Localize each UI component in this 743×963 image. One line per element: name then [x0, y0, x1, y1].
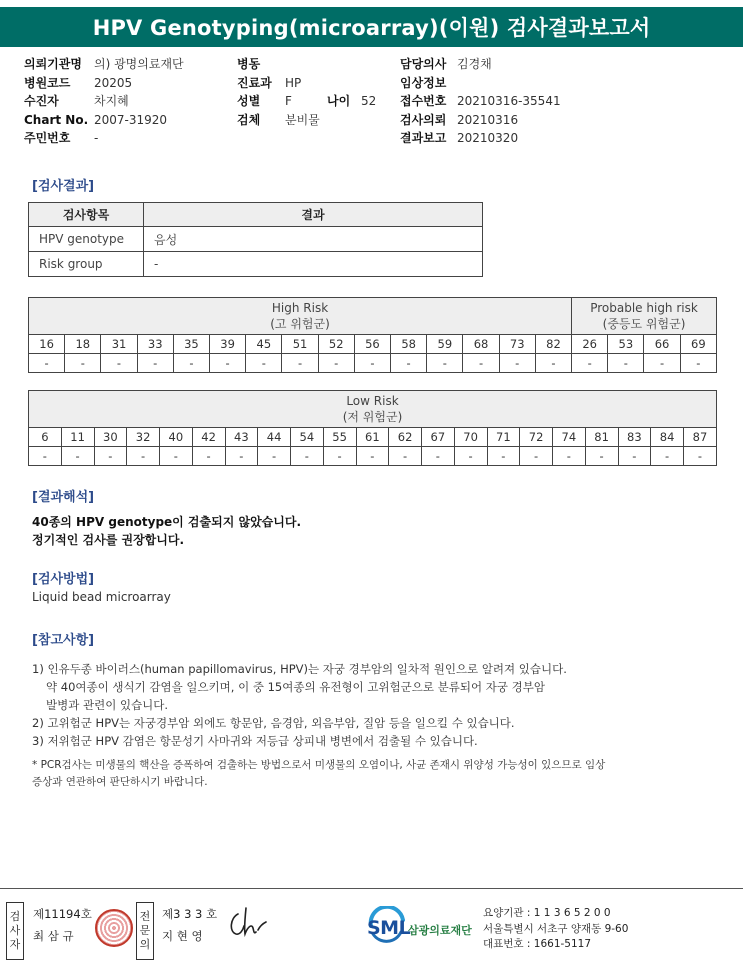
genotype-number: 66: [644, 335, 680, 354]
org-contact: [483, 906, 628, 953]
genotype-number: 53: [608, 335, 644, 354]
info-value: 2007-31920: [94, 112, 168, 127]
genotype-row: [29, 335, 717, 354]
genotype-number: 84: [651, 428, 684, 447]
genotype-result: -: [684, 447, 717, 466]
info-value: 의) 광명의료재단: [94, 57, 184, 71]
info-row: [24, 92, 184, 111]
genotype-number: 83: [618, 428, 651, 447]
section-title-results: [검사결과]: [32, 179, 95, 194]
probable-high-risk-header: [572, 298, 717, 335]
genotype-number: 61: [356, 428, 389, 447]
info-label: 진료과: [237, 75, 272, 90]
test-item: HPV genotype: [29, 227, 144, 252]
info-value: 20205: [94, 75, 133, 90]
patient-info-col3: [400, 55, 561, 148]
genotype-number: 81: [585, 428, 618, 447]
probable-high-risk-subtitle: (중등도 위험군): [602, 317, 686, 331]
genotype-result: -: [391, 354, 427, 373]
genotype-number: 58: [391, 335, 427, 354]
info-label: 결과보고: [400, 131, 447, 145]
genotype-result: -: [225, 447, 258, 466]
info-row: [237, 74, 376, 93]
high-risk-title: High Risk: [271, 301, 329, 315]
notes-list: [32, 660, 722, 750]
low-risk-title: Low Risk: [346, 394, 399, 408]
examiner-info: [33, 903, 92, 947]
genotype-number: 32: [127, 428, 160, 447]
info-label: 검사의뢰: [400, 112, 447, 127]
footnote-line: 증상과 연관하여 판단하시기 바랍니다.: [32, 776, 208, 788]
column-header: 결과: [144, 203, 483, 227]
genotype-number: 73: [499, 335, 535, 354]
note-item: 약 40여종이 생식기 감염을 일으키며, 이 중 15여종의 유전형이 고위험군으로 분류되어 자궁 경부암: [46, 680, 545, 694]
genotype-result: -: [553, 447, 586, 466]
info-row: [237, 111, 376, 130]
examiner-name: 최 삼 규: [33, 929, 74, 943]
info-value: 차지혜: [94, 94, 129, 108]
table-row: [29, 227, 483, 252]
genotype-row: [29, 428, 717, 447]
genotype-result: -: [454, 447, 487, 466]
org-phone: 대표번호 : 1661-5117: [483, 938, 592, 950]
genotype-number: 26: [572, 335, 608, 354]
info-label: 병원코드: [24, 75, 71, 90]
low-risk-subtitle: (저 위험군): [342, 410, 403, 424]
genotype-number: 87: [684, 428, 717, 447]
genotype-number: 18: [65, 335, 101, 354]
section-title-interpretation: [결과해석]: [32, 490, 95, 505]
genotype-number: 59: [427, 335, 463, 354]
genotype-result: -: [487, 447, 520, 466]
genotype-number: 40: [160, 428, 193, 447]
info-row: [24, 111, 184, 130]
info-label: 의뢰기관명: [24, 57, 82, 71]
high-risk-genotype-table: [28, 297, 717, 373]
doctor-license: 제3 3 3 호: [162, 907, 218, 921]
genotype-result: -: [463, 354, 499, 373]
test-item: Risk group: [29, 252, 144, 277]
info-row: [24, 55, 184, 74]
test-result: 음성: [144, 227, 483, 252]
info-row: [400, 92, 561, 111]
info-label: Chart No.: [24, 112, 89, 127]
note-item: 3) 저위험군 HPV 감염은 항문성기 사마귀와 저등급 상피내 병변에서 검출될 수 있습니다.: [32, 734, 478, 748]
genotype-result: -: [618, 447, 651, 466]
group-header-row: [29, 391, 717, 428]
genotype-result: -: [499, 354, 535, 373]
high-risk-header: [29, 298, 572, 335]
doctor-label: [136, 902, 154, 960]
genotype-number: 35: [173, 335, 209, 354]
section-title-method: [검사방법]: [32, 572, 95, 587]
genotype-result: -: [520, 447, 553, 466]
genotype-number: 43: [225, 428, 258, 447]
genotype-number: 16: [29, 335, 65, 354]
results-table: [28, 202, 483, 277]
genotype-number: 72: [520, 428, 553, 447]
info-value: 김경채: [457, 57, 492, 71]
genotype-result: -: [535, 354, 571, 373]
info-row: [400, 129, 561, 148]
genotype-result: -: [65, 354, 101, 373]
genotype-number: 44: [258, 428, 291, 447]
genotype-number: 31: [101, 335, 137, 354]
genotype-result: -: [651, 447, 684, 466]
method-text: Liquid bead microarray: [32, 590, 171, 604]
info-label: 수진자: [24, 94, 59, 108]
signature-icon: [226, 904, 270, 942]
table-row: [29, 252, 483, 277]
info-label: 주민번호: [24, 131, 71, 145]
test-result: -: [144, 252, 483, 277]
info-row: [400, 111, 561, 130]
genotype-result: -: [101, 354, 137, 373]
genotype-number: 67: [422, 428, 455, 447]
doctor-label-text: 전문의: [139, 910, 151, 951]
genotype-result: -: [282, 354, 318, 373]
info-label: 병동: [237, 57, 261, 71]
genotype-number: 71: [487, 428, 520, 447]
info-label: 나이: [327, 94, 351, 108]
info-row: [400, 55, 561, 74]
info-row: [237, 55, 376, 74]
genotype-result: -: [323, 447, 356, 466]
sml-logo-text: SML: [367, 917, 411, 939]
genotype-number: 6: [29, 428, 62, 447]
genotype-number: 42: [192, 428, 225, 447]
genotype-number: 70: [454, 428, 487, 447]
genotype-number: 33: [137, 335, 173, 354]
interpretation-line: 40종의 HPV genotype이 검출되지 않았습니다.: [32, 515, 302, 529]
genotype-result: -: [585, 447, 618, 466]
info-value: HP: [285, 75, 302, 90]
genotype-result: -: [246, 354, 282, 373]
genotype-number: 39: [210, 335, 246, 354]
genotype-number: 62: [389, 428, 422, 447]
genotype-result: -: [137, 354, 173, 373]
org-name: 삼광의료재단: [408, 924, 472, 937]
doctor-info: [162, 903, 217, 947]
genotype-result: -: [173, 354, 209, 373]
footnote-line: * PCR검사는 미생물의 핵산을 증폭하여 검출하는 방법으로서 미생물의 오염이나, 사균 존재시 위양성 가능성이 있으므로 임상: [32, 759, 606, 771]
patient-info-col1: [24, 55, 184, 148]
info-label: 접수번호: [400, 94, 447, 108]
report-title: HPV Genotyping(microarray)(이원) 검사결과보고서: [0, 7, 743, 47]
genotype-number: 82: [535, 335, 571, 354]
genotype-number: 56: [354, 335, 390, 354]
column-header: 검사항목: [29, 203, 144, 227]
group-header-row: [29, 298, 717, 335]
info-label: 담당의사: [400, 57, 447, 71]
footer-divider: [0, 888, 743, 889]
info-value: 20210316-35541: [457, 94, 561, 108]
genotype-result: -: [127, 447, 160, 466]
info-row: [237, 92, 376, 111]
info-label: 임상정보: [400, 75, 447, 90]
info-value: 20210316: [457, 112, 519, 127]
info-value: 20210320: [457, 131, 519, 145]
info-label: 검체: [237, 112, 261, 127]
genotype-result: -: [608, 354, 644, 373]
genotype-result: -: [422, 447, 455, 466]
genotype-result: -: [192, 447, 225, 466]
genotype-result: -: [644, 354, 680, 373]
examiner-label-text: 검사자: [9, 910, 21, 951]
genotype-number: 54: [291, 428, 324, 447]
interpretation-text: [32, 513, 301, 549]
doctor-name: 지 현 영: [162, 929, 203, 943]
info-row: [400, 74, 561, 93]
genotype-result: -: [291, 447, 324, 466]
genotype-result: -: [680, 354, 716, 373]
note-item: 발병과 관련이 있습니다.: [46, 698, 169, 712]
genotype-result: -: [356, 447, 389, 466]
genotype-number: 68: [463, 335, 499, 354]
section-title-notes: [참고사항]: [32, 633, 95, 648]
genotype-result: -: [354, 354, 390, 373]
facility-code: 요양기관 : 1 1 3 6 5 2 0 0: [483, 907, 611, 919]
genotype-result: -: [94, 447, 127, 466]
note-item: 1) 인유두종 바이러스(human papillomavirus, HPV)는 자궁 경부암의 일차적 원인으로 알려져 있습니다.: [32, 662, 567, 676]
genotype-result: -: [427, 354, 463, 373]
info-row: [24, 74, 184, 93]
note-item: 2) 고위험군 HPV는 자궁경부암 외에도 항문암, 음경암, 외음부암, 질암 등을 일으킬 수 있습니다.: [32, 716, 515, 730]
genotype-result: -: [258, 447, 291, 466]
info-row: [24, 129, 184, 148]
seal-stamp-icon: [95, 909, 133, 947]
genotype-number: 30: [94, 428, 127, 447]
genotype-result: -: [160, 447, 193, 466]
probable-high-risk-title: Probable high risk: [590, 301, 698, 315]
genotype-result: -: [61, 447, 94, 466]
genotype-result: -: [210, 354, 246, 373]
genotype-number: 52: [318, 335, 354, 354]
low-risk-header: [29, 391, 717, 428]
info-value: 분비물: [285, 112, 320, 127]
info-value: F: [285, 94, 292, 108]
genotype-number: 45: [246, 335, 282, 354]
low-risk-genotype-table: [28, 390, 717, 466]
report-footer: [0, 896, 743, 963]
genotype-result: -: [318, 354, 354, 373]
genotype-number: 51: [282, 335, 318, 354]
genotype-result: -: [389, 447, 422, 466]
genotype-result: -: [29, 447, 62, 466]
genotype-number: 11: [61, 428, 94, 447]
org-address: 서울특별시 서초구 양재동 9-60: [483, 922, 629, 935]
info-value: -: [94, 131, 99, 145]
genotype-number: 69: [680, 335, 716, 354]
genotype-result: -: [29, 354, 65, 373]
examiner-label: [6, 902, 24, 960]
genotype-result: -: [572, 354, 608, 373]
info-label: 성별: [237, 94, 261, 108]
examiner-license: 제11194호: [33, 907, 92, 921]
high-risk-subtitle: (고 위험군): [270, 317, 330, 331]
pcr-footnote: [32, 757, 722, 791]
genotype-number: 55: [323, 428, 356, 447]
genotype-number: 74: [553, 428, 586, 447]
interpretation-line: 정기적인 검사를 권장합니다.: [32, 533, 185, 547]
patient-info-col2: [237, 55, 376, 129]
genotype-result-row: [29, 447, 717, 466]
genotype-result-row: [29, 354, 717, 373]
info-value: 52: [361, 94, 377, 108]
table-header-row: [29, 203, 483, 227]
